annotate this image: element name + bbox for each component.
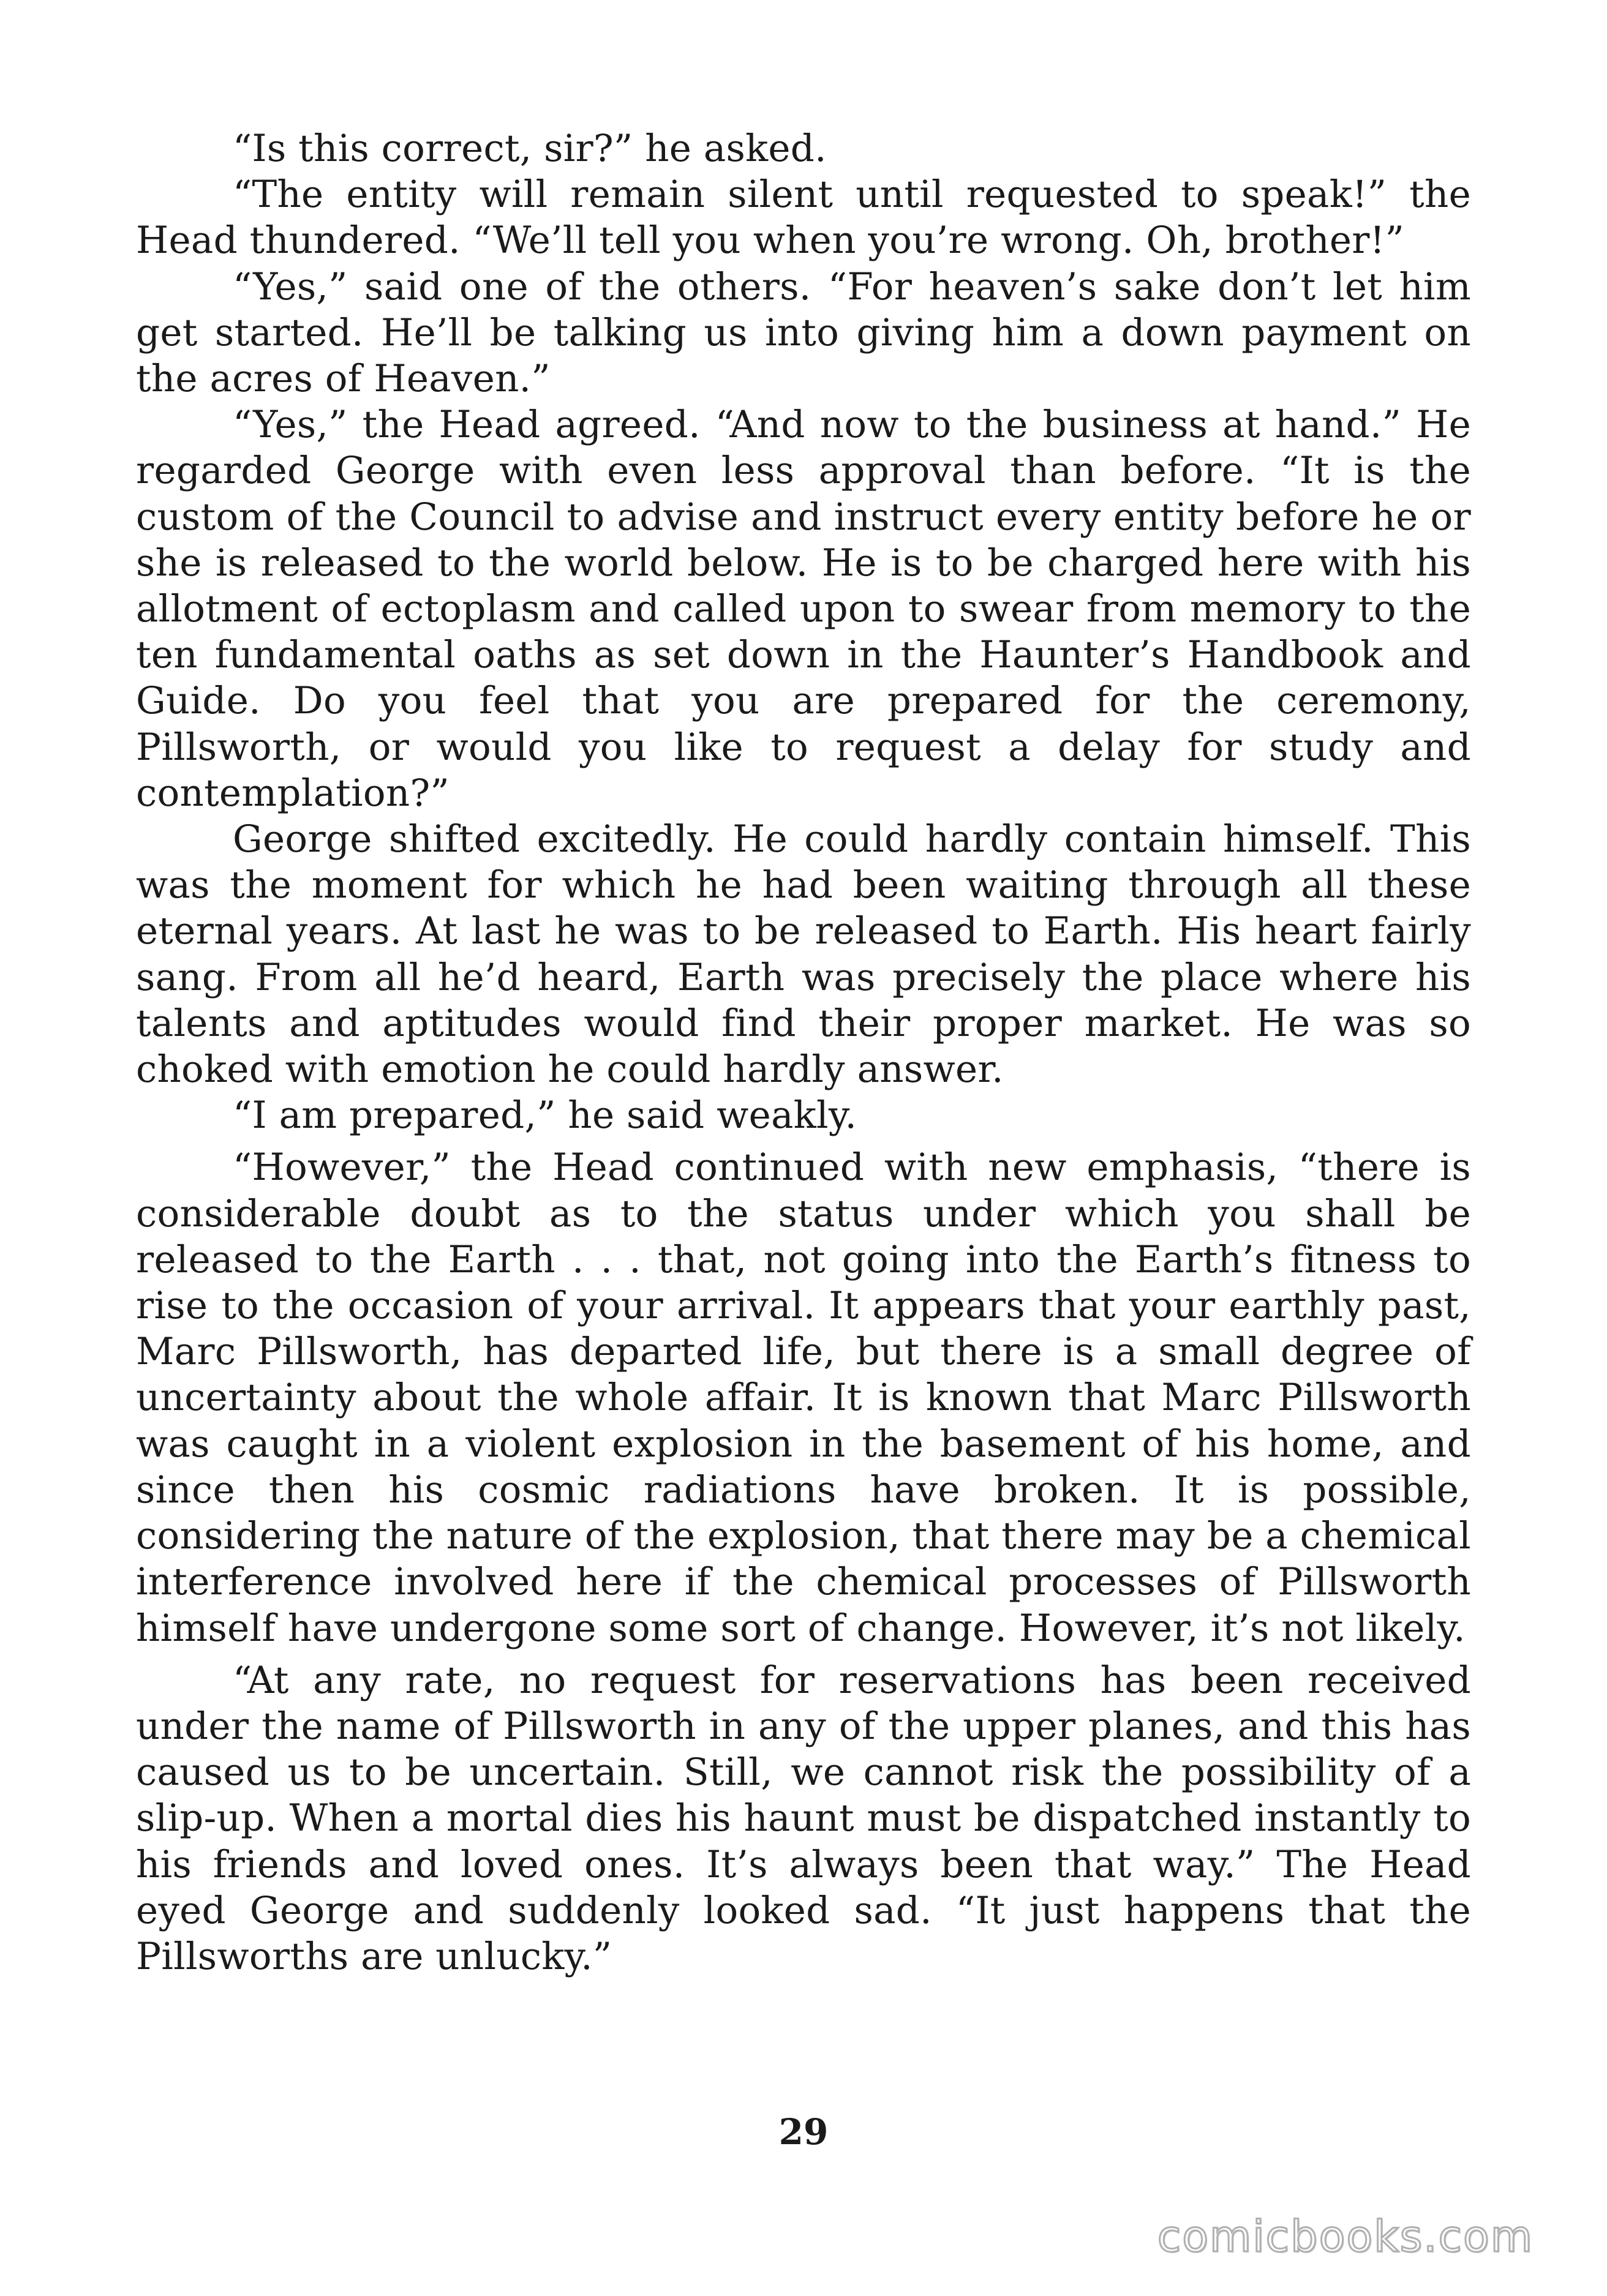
paragraph: “I am prepared,” he said weakly. [233,1094,857,1138]
page-number: 29 [778,2111,829,2153]
paragraph: “The entity will remain silent until requested to speak!” the Head thundered. “We’ll tell you when you’re wrong. Oh, brother!” [136,173,1471,263]
paragraph: “Yes,” the Head agreed. “And now to the business at hand.” He regarded George with even less approval than before. “It is the custom of the Council to advise and instruct every entity before he or she is released to the world below. He is to be charged here with his allotment of ectoplasm and called upon to swear from memory to the ten fundamental oaths as set down in the Haunter’s Handbook and Guide. Do you feel that you are prepared for the ceremony, Pillsworth, or would you like to request a delay for study and contemplation?” [136,403,1471,815]
paragraph: “At any rate, no request for reservations has been received under the name of Pillsworth in any of the upper planes, and this has caused us to be uncertain. Still, we cannot risk the possibility of a slip-up. When a mortal dies his haunt must be dispatched instantly to his friends and loved ones. It’s always been that way.” The Head eyed George and suddenly looked sad. “It just happens that the Pillsworths are unlucky.” [136,1658,1471,1978]
watermark-logo: comicbooks.com [1157,2212,1534,2262]
paragraph: “Is this correct, sir?” he asked. [233,127,827,170]
body-text [136,126,1471,1979]
paragraph: “Yes,” said one of the others. “For heaven’s sake don’t let him get started. He’ll be talking us into giving him a down payment on the acres of Heaven.” [136,264,1471,401]
paragraph: “However,” the Head continued with new emphasis, “there is considerable doubt as to the status under which you shall be released to the Earth . . . that, not going into the Earth’s fitness to rise to the occasion of your arrival. It appears that your earthly past, Marc Pillsworth, has departed life, but there is a small degree of uncertainty about the whole affair. It is known that Marc Pillsworth was caught in a violent explosion in the basement of his home, and since then his cosmic radiations have broken. It is possible, considering the nature of the explosion, that there may be a chemical interference involved here if the chemical processes of Pillsworth himself have undergone some sort of change. However, it’s not likely. [136,1146,1471,1650]
paragraph: George shifted excitedly. He could hardly contain himself. This was the moment for which he had been waiting through all these eternal years. At last he was to be released to Earth. His heart fairly sang. From all he’d heard, Earth was precisely the place where his talents and aptitudes would find their proper market. He was so choked with emotion he could hardly answer. [136,817,1471,1092]
